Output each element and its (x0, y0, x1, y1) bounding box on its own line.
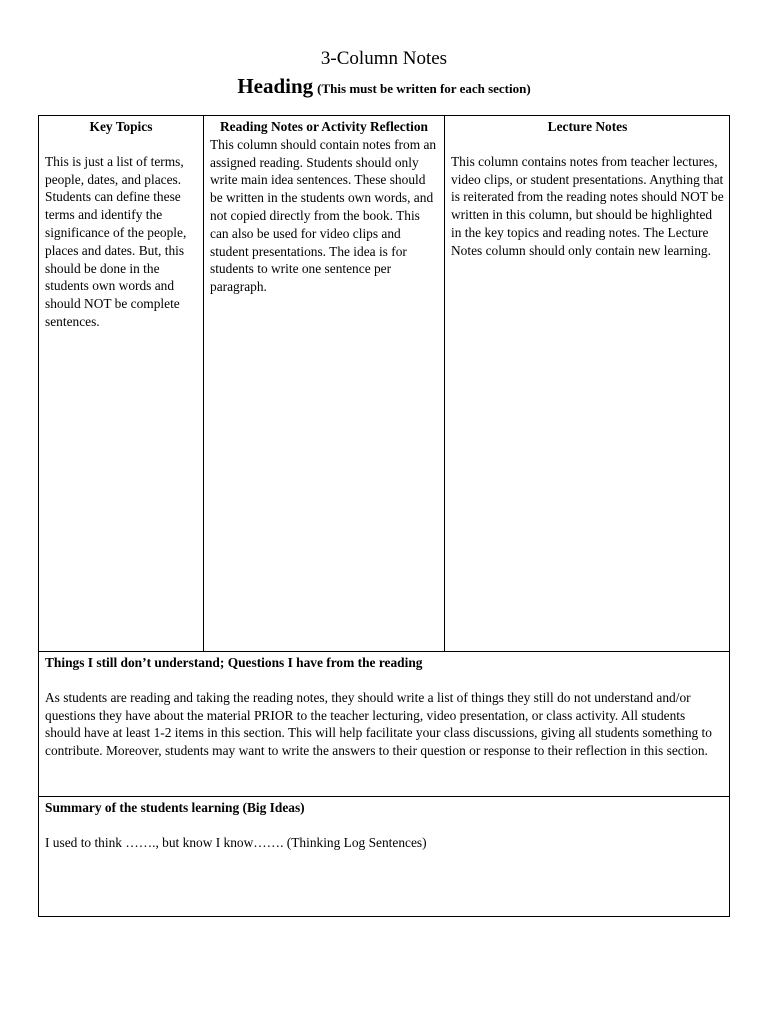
lecture-notes-header: Lecture Notes (547, 119, 628, 134)
lecture-notes-body: This column contains notes from teacher lectures, video clips, or student presentations. Anything that is reiterated from the reading notes should NOT be written in this column, but should be highlighted in the key topics and reading notes. The Lecture Notes column should only contain new learning. (451, 153, 724, 258)
summary-body: I used to think ……., but know I know……. (Thinking Log Sentences) (45, 834, 427, 850)
heading-label: Heading (237, 74, 314, 98)
key-topics-column (39, 116, 204, 651)
questions-header: Things I still don’t understand; Questions I have from the reading (45, 655, 423, 670)
document-title: 3-Column Notes (320, 48, 448, 69)
lecture-notes-column (445, 116, 730, 651)
heading-note: (This must be written for each section) (317, 81, 531, 96)
questions-section (39, 651, 729, 796)
key-topics-body: This is just a list of terms, people, dates, and places. Students can define these terms and identify the significance of the people, places and dates. But, this should be done in the students own words and should NOT be complete sentences. (45, 153, 187, 329)
key-topics-header: Key Topics (89, 119, 153, 134)
reading-notes-body: This column should contain notes from an assigned reading. Students should only write main idea sentences. These should be written in the students own words, and not copied directly from the book. This can also be used for video clips and student presentations. The idea is for students to write one sentence per paragraph. (210, 136, 437, 295)
notes-table (38, 115, 730, 917)
reading-notes-column (204, 116, 445, 651)
summary-section (39, 796, 729, 916)
summary-header: Summary of the students learning (Big Ideas) (45, 800, 305, 815)
questions-body: As students are reading and taking the reading notes, they should write a list of things they still do not understand and/or questions they have about the material PRIOR to the teacher lecturing, video presentation, or class activity. All students should have at least 1-2 items in this section. This will help facilitate your class discussions, giving all students something to contribute. Moreover, students may want to write the answers to their question or response to their reflection in this section. (45, 689, 712, 759)
document-heading (0, 73, 768, 102)
reading-notes-header: Reading Notes or Activity Reflection (219, 119, 428, 134)
